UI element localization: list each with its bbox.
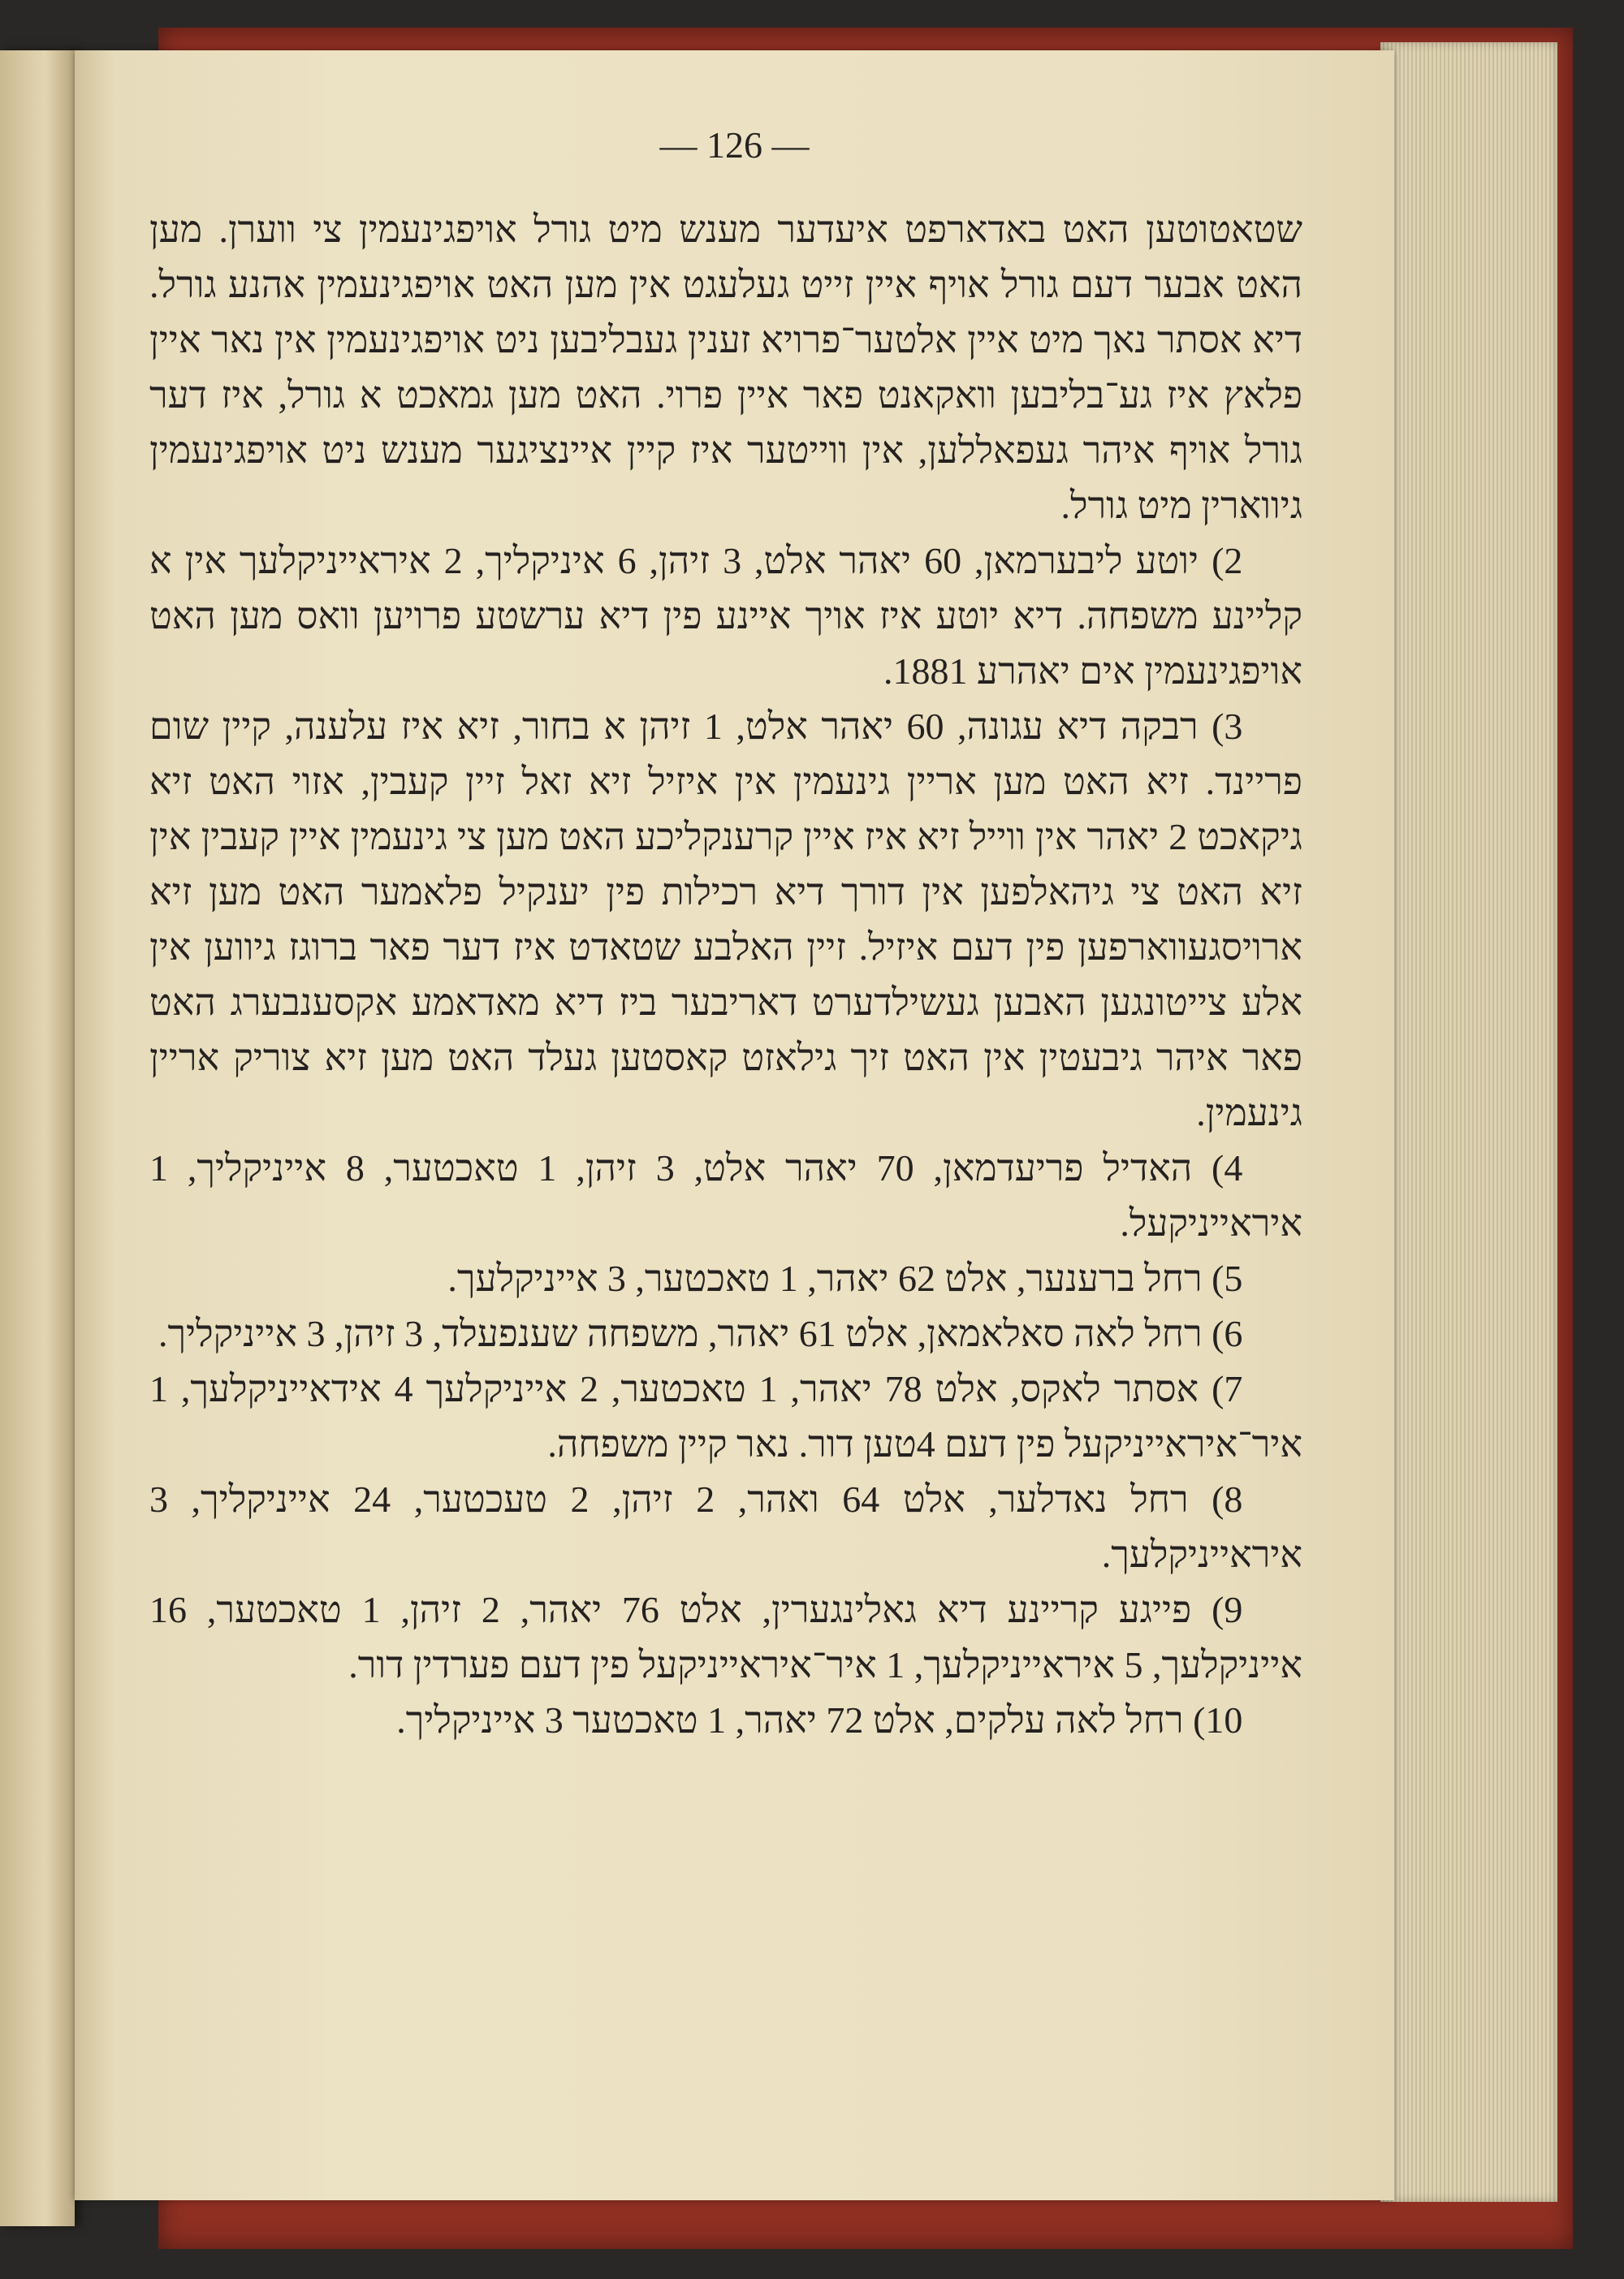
page-number: — 126 — bbox=[659, 124, 810, 166]
list-item: 3) רבקה דיא עגונה, 60 יאהר אלט, 1 זיהן א בחור, זיא איז עלענה, קיין שום פריינד. זיא האט מען אריין גינעמין אין איזיל זיא זאל זיין קעבין, אזוי האט זיא גיקאכט 2 יאהר אין ווייל זיא איז איין קרענקליכע האט מען צי גינעמין איין קעבין אין זיא האט צי גיהאלפען אין דורך דיא רכילות פין יענקיל פלאמער האט מען זיא ארויסגעווארפען פין דעם איזיל. זיין האלבע שטאדט איז דער פאר ברוגז גיווען אין אלע צייטונגען האבען געשילדערט דאריבער ביז דיא מאדאמע אקסענבערג האט פאר איהר גיבעטין אין האט זיך גילאזט קאסטען געלד האט מען זיא צוריק אריין גינעמין. bbox=[149, 706, 1302, 1133]
list-item: 8) רחל נאדלער, אלט 64 ואהר, 2 זיהן, 2 טעכטער, 24 אייניקליך, 3 איראייניקלעך. bbox=[149, 1478, 1302, 1575]
page-block-edges bbox=[1380, 42, 1557, 2202]
list-item: 9) פייגע קריינע דיא גאלינגערין, אלט 76 יאהר, 2 זיהן, 1 טאכטער, 16 אייניקלעך, 5 איראייניקלעך, 1 איר־איראייניקעל פין דעם פערדין דור. bbox=[149, 1589, 1302, 1686]
list-item: 2) יוטע ליבערמאן, 60 יאהר אלט, 3 זיהן, 6 איניקליך, 2 איראייניקלעך אין א קליינע משפחה. דיא יוטע איז אויך איינע פין דיא ערשטע פרויען וואס מען האט אויפגינעמין אים יאהרע 1881. bbox=[149, 540, 1302, 692]
list-item: 5) רחל ברענער, אלט 62 יאהר, 1 טאכטער, 3 אייניקלעך. bbox=[447, 1258, 1243, 1299]
paragraph-intro: שטאטוטען האט באדארפט איעדער מענש מיט גורל אויפגינעמין צי ווערן. מען האט אבער דעם גורל אויף איין זייט געלעגט אין מען האט אויפגינעמין אהנע גורל. דיא אסתר נאך מיט איין אלטער־פרויא זענין געבליבען ניט אויפגינעמין אין נאר איין פלאץ איז גע־בליבען וואקאנט פאר איין פרוי. האט מען גמאכט א גורל, איז דער גורל אויף איהר געפאללען, אין ווייטער איז קיין איינציגער מענש ניט אויפגינעמין גיווארין מיט גורל. bbox=[149, 209, 1302, 526]
list-item: 7) אסתר לאקס, אלט 78 יאהר, 1 טאכטער, 2 אייניקלעך 4 אידאייניקלעך, 1 איר־איראייניקעל פין דעם 4טען דור. נאר קיין משפחה. bbox=[149, 1368, 1302, 1465]
left-page-edge bbox=[0, 50, 75, 2226]
list-item: 6) רחל לאה סאלאמאן, אלט 61 יאהר, משפחה שענפעלד, 3 זיהן, 3 אייניקליך. bbox=[158, 1313, 1243, 1354]
list-item: 4) האדיל פריעדמאן, 70 יאהר אלט, 3 זיהן, 1 טאכטער, 8 אייניקליך, 1 איראייניקעל. bbox=[149, 1147, 1302, 1244]
page-body bbox=[149, 202, 1302, 1748]
list-item: 10) רחל לאה עלקים, אלט 72 יאהר, 1 טאכטער 3 אייניקליך. bbox=[396, 1699, 1243, 1741]
book-page bbox=[75, 50, 1394, 2200]
